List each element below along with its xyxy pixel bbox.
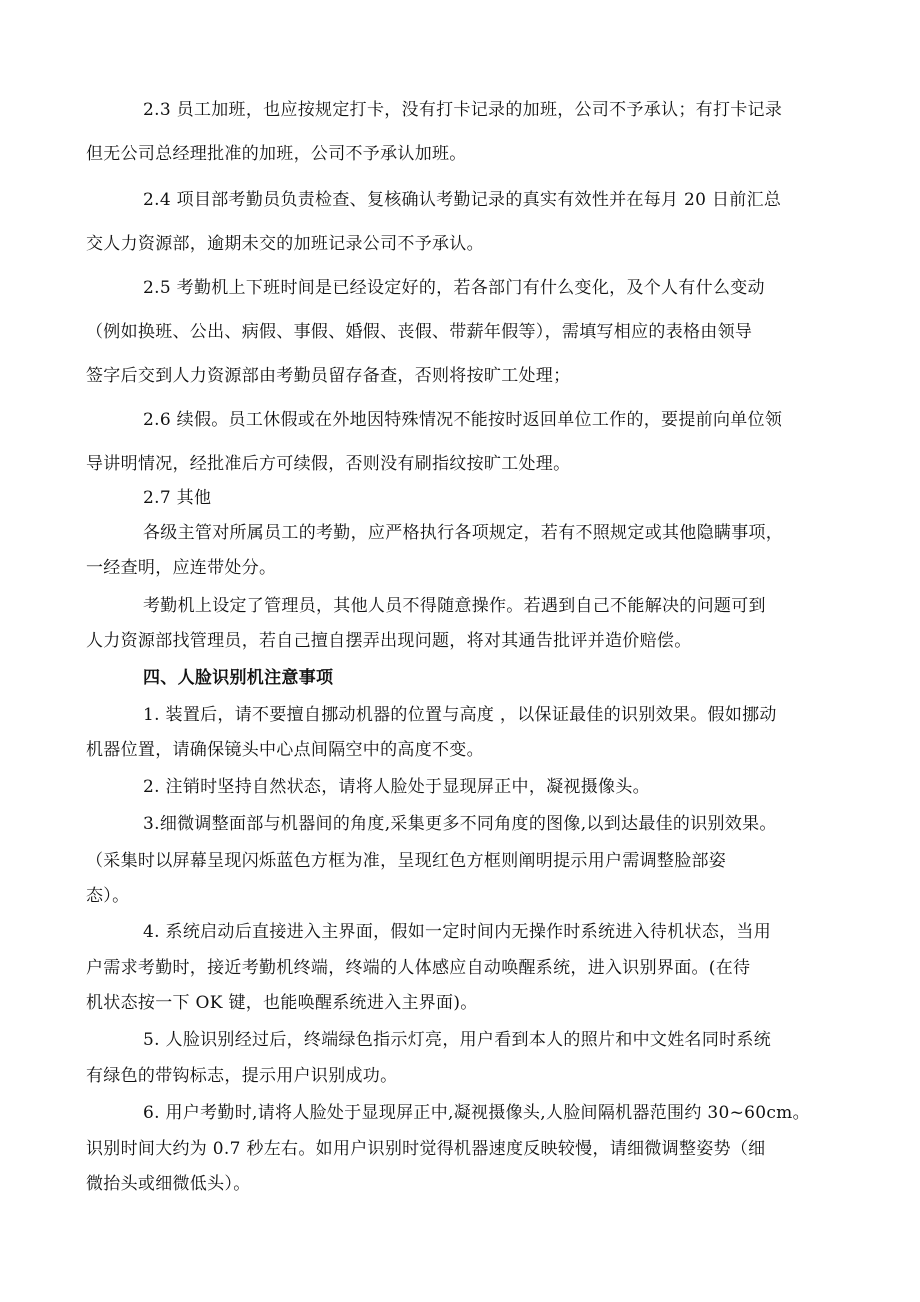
paragraph-2-5-line-2: （例如换班、公出、病假、事假、婚假、丧假、带薪年假等），需填写相应的表格由领导 — [86, 322, 753, 342]
item-4-line-3: 机状态按一下 OK 键，也能唤醒系统进入主界面)。 — [86, 993, 478, 1013]
paragraph-2-4-line-1: 2.4 项目部考勤员负责检查、复核确认考勤记录的真实有效性并在每月 20 日前汇总 — [143, 190, 782, 210]
paragraph-2-3-line-1: 2.3 员工加班，也应按规定打卡，没有打卡记录的加班，公司不予承认；有打卡记录 — [143, 100, 783, 120]
item-6-line-1: 6. 用户考勤时,请将人脸处于显现屏正中,凝视摄像头,人脸间隔机器范围约 30~60cm。 — [143, 1103, 810, 1123]
paragraph-2-6-line-1: 2.6 续假。员工休假或在外地因特殊情况不能按时返回单位工作的，要提前向单位领 — [143, 410, 783, 430]
section-heading: 四、人脸识别机注意事项 — [143, 668, 334, 688]
item-4-line-1: 4. 系统启动后直接进入主界面，假如一定时间内无操作时系统进入待机状态，当用 — [143, 922, 772, 942]
paragraph-2-7-b-line-2: 人力资源部找管理员，若自己擅自摆弄出现问题，将对其通告批评并造价赔偿。 — [86, 631, 692, 651]
paragraph-2-7-title: 2.7 其他 — [143, 488, 212, 508]
item-3-line-1: 3.细微调整面部与机器间的角度,采集更多不同角度的图像,以到达最佳的识别效果。 — [143, 814, 777, 834]
paragraph-2-6-line-2: 导讲明情况，经批准后方可续假，否则没有刷指纹按旷工处理。 — [86, 454, 571, 474]
item-6-line-2: 识别时间大约为 0.7 秒左右。如用户识别时觉得机器速度反映较慢，请细微调整姿势（细 — [86, 1139, 766, 1159]
paragraph-2-7-b-line-1: 考勤机上设定了管理员，其他人员不得随意操作。若遇到自己不能解决的问题可到 — [143, 596, 766, 616]
paragraph-2-3-line-2: 但无公司总经理批准的加班，公司不予承认加班。 — [86, 144, 467, 164]
paragraph-2-5-line-3: 签字后交到人力资源部由考勤员留存备查，否则将按旷工处理； — [86, 366, 571, 386]
item-2-line-1: 2. 注销时坚持自然状态，请将人脸处于显现屏正中，凝视摄像头。 — [143, 777, 650, 797]
paragraph-2-7-a-line-1: 各级主管对所属员工的考勤，应严格执行各项规定，若有不照规定或其他隐瞒事项， — [143, 523, 784, 543]
paragraph-2-5-line-1: 2.5 考勤机上下班时间是已经设定好的，若各部门有什么变化，及个人有什么变动 — [143, 278, 765, 298]
item-6-line-3: 微抬头或细微低头）。 — [86, 1174, 251, 1194]
item-3-line-3: 态）。 — [86, 886, 130, 906]
item-3-line-2: （采集时以屏幕呈现闪烁蓝色方框为准，呈现红色方框则阐明提示用户需调整脸部姿 — [86, 851, 727, 871]
item-4-line-2: 户需求考勤时，接近考勤机终端，终端的人体感应自动唤醒系统，进入识别界面。(在待 — [86, 958, 751, 978]
item-5-line-1: 5. 人脸识别经过后，终端绿色指示灯亮，用户看到本人的照片和中文姓名同时系统 — [143, 1030, 772, 1050]
item-1-line-2: 机器位置，请确保镜头中心点间隔空中的高度不变。 — [86, 740, 484, 760]
item-5-line-2: 有绿色的带钩标志，提示用户识别成功。 — [86, 1066, 398, 1086]
paragraph-2-7-a-line-2: 一经查明，应连带处分。 — [86, 558, 277, 578]
paragraph-2-4-line-2: 交人力资源部，逾期未交的加班记录公司不予承认。 — [86, 234, 484, 254]
item-1-line-1: 1. 装置后，请不要擅自挪动机器的位置与高度 ，以保证最佳的识别效果。假如挪动 — [143, 705, 777, 725]
